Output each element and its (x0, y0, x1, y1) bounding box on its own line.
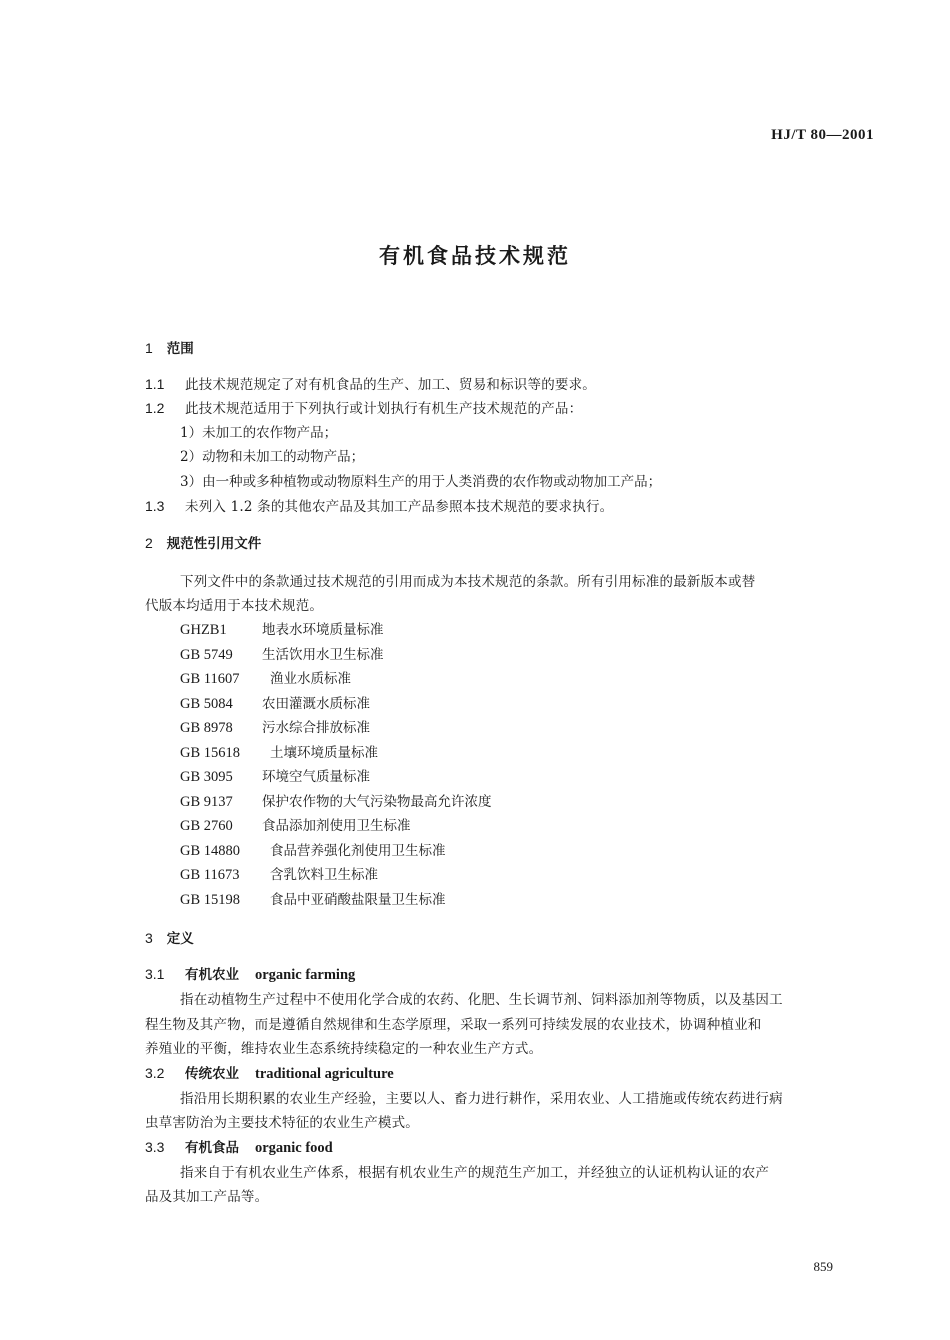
clause-number: 3.1 (145, 966, 165, 982)
clause-1-1 (145, 374, 596, 394)
reference-name: 食品中亚硝酸盐限量卫生标准 (270, 892, 446, 908)
definition-3-1-term (145, 964, 355, 984)
reference-item (180, 694, 370, 714)
definition-line: 品及其加工产品等。 (145, 1189, 269, 1205)
reference-item (180, 669, 351, 689)
term-chinese: 传统农业 (185, 1066, 239, 1082)
clause-text: 此技术规范适用于下列执行或计划执行有机生产技术规范的产品： (185, 401, 583, 417)
reference-item (180, 718, 370, 738)
section-heading-references (145, 533, 261, 553)
term-chinese: 有机农业 (185, 967, 239, 983)
reference-code: GB 8978 (180, 720, 233, 736)
reference-code: GB 15198 (180, 892, 241, 908)
reference-item (180, 816, 411, 836)
reference-code: GB 14880 (180, 843, 241, 859)
references-intro-line-2: 代版本均适用于本技术规范。 (145, 598, 324, 614)
definition-line: 指在动植物生产过程中不使用化学合成的农药、化肥、生长调节剂、饲料添加剂等物质，以及基因工 (180, 992, 783, 1008)
definition-line: 指沿用长期积累的农业生产经验，主要以人、畜力进行耕作，采用农业、人工措施或传统农药进行病 (180, 1091, 783, 1107)
reference-name: 生活饮用水卫生标准 (262, 647, 384, 663)
reference-item (180, 645, 384, 665)
references-intro-line-1: 下列文件中的条款通过技术规范的引用而成为本技术规范的条款。所有引用标准的最新版本或替 (180, 574, 756, 590)
clause-number: 1.2 (145, 400, 165, 416)
scope-item: 1）未加工的农作物产品； (180, 425, 338, 441)
reference-name: 保护农作物的大气污染物最高允许浓度 (262, 794, 492, 810)
definition-3-3-term (145, 1137, 333, 1157)
reference-code: GB 15618 (180, 745, 241, 761)
section-number: 1 (145, 340, 153, 356)
reference-item (180, 841, 446, 861)
reference-code: GHZB1 (180, 622, 227, 638)
page-number: 859 (813, 1259, 833, 1274)
section-heading-scope (145, 338, 194, 358)
section-number: 2 (145, 535, 153, 551)
section-title: 范围 (166, 341, 194, 357)
clause-number: 1.1 (145, 376, 165, 392)
term-chinese: 有机食品 (185, 1140, 239, 1156)
reference-item (180, 890, 446, 910)
reference-item (180, 767, 370, 787)
reference-item (180, 865, 378, 885)
clause-1-2 (145, 398, 582, 418)
clause-text: 此技术规范规定了对有机食品的生产、加工、贸易和标识等的要求。 (185, 377, 596, 393)
document-title: 有机食品技术规范 (379, 244, 571, 268)
reference-name: 土壤环境质量标准 (270, 745, 378, 761)
reference-name: 地表水环境质量标准 (262, 622, 384, 638)
reference-code: GB 9137 (180, 794, 233, 810)
reference-item (180, 743, 378, 763)
reference-item (180, 620, 384, 640)
reference-code: GB 11673 (180, 867, 240, 883)
term-english: traditional agriculture (255, 1066, 394, 1082)
reference-name: 食品添加剂使用卫生标准 (262, 818, 411, 834)
clause-1-3 (145, 496, 613, 516)
definition-line: 养殖业的平衡，维持农业生态系统持续稳定的一种农业生产方式。 (145, 1041, 543, 1057)
scope-item: 3）由一种或多种植物或动物原料生产的用于人类消费的农作物或动物加工产品； (180, 474, 662, 490)
section-number: 3 (145, 930, 153, 946)
reference-item (180, 792, 492, 812)
term-english: organic food (255, 1140, 333, 1156)
clause-number: 3.3 (145, 1139, 165, 1155)
definition-line: 程生物及其产物，而是遵循自然规律和生态学原理，采取一系列可持续发展的农业技术，协调种植业和 (145, 1017, 762, 1033)
clause-number: 3.2 (145, 1065, 165, 1081)
reference-code: GB 5084 (180, 696, 233, 712)
definition-3-2-term (145, 1063, 394, 1083)
reference-code: GB 11607 (180, 671, 240, 687)
reference-name: 食品营养强化剂使用卫生标准 (270, 843, 446, 859)
definition-line: 指来自于有机农业生产体系，根据有机农业生产的规范生产加工，并经独立的认证机构认证的农产 (180, 1165, 770, 1181)
reference-code: GB 2760 (180, 818, 233, 834)
standard-code: HJ/T 80—2001 (771, 127, 874, 143)
reference-code: GB 5749 (180, 647, 233, 663)
reference-name: 环境空气质量标准 (262, 769, 370, 785)
reference-name: 农田灌溉水质标准 (262, 696, 370, 712)
reference-name: 渔业水质标准 (270, 671, 351, 687)
clause-number: 1.3 (145, 498, 165, 514)
section-title: 规范性引用文件 (166, 536, 262, 552)
term-english: organic farming (255, 967, 356, 983)
clause-text: 未列入 1.2 条的其他农产品及其加工产品参照本技术规范的要求执行。 (185, 499, 614, 515)
reference-name: 污水综合排放标准 (262, 720, 370, 736)
section-heading-definitions (145, 928, 194, 948)
section-title: 定义 (166, 931, 194, 947)
scope-item: 2）动物和未加工的动物产品； (180, 449, 365, 465)
definition-line: 虫草害防治为主要技术特征的农业生产模式。 (145, 1115, 419, 1131)
reference-code: GB 3095 (180, 769, 233, 785)
reference-name: 含乳饮料卫生标准 (270, 867, 378, 883)
